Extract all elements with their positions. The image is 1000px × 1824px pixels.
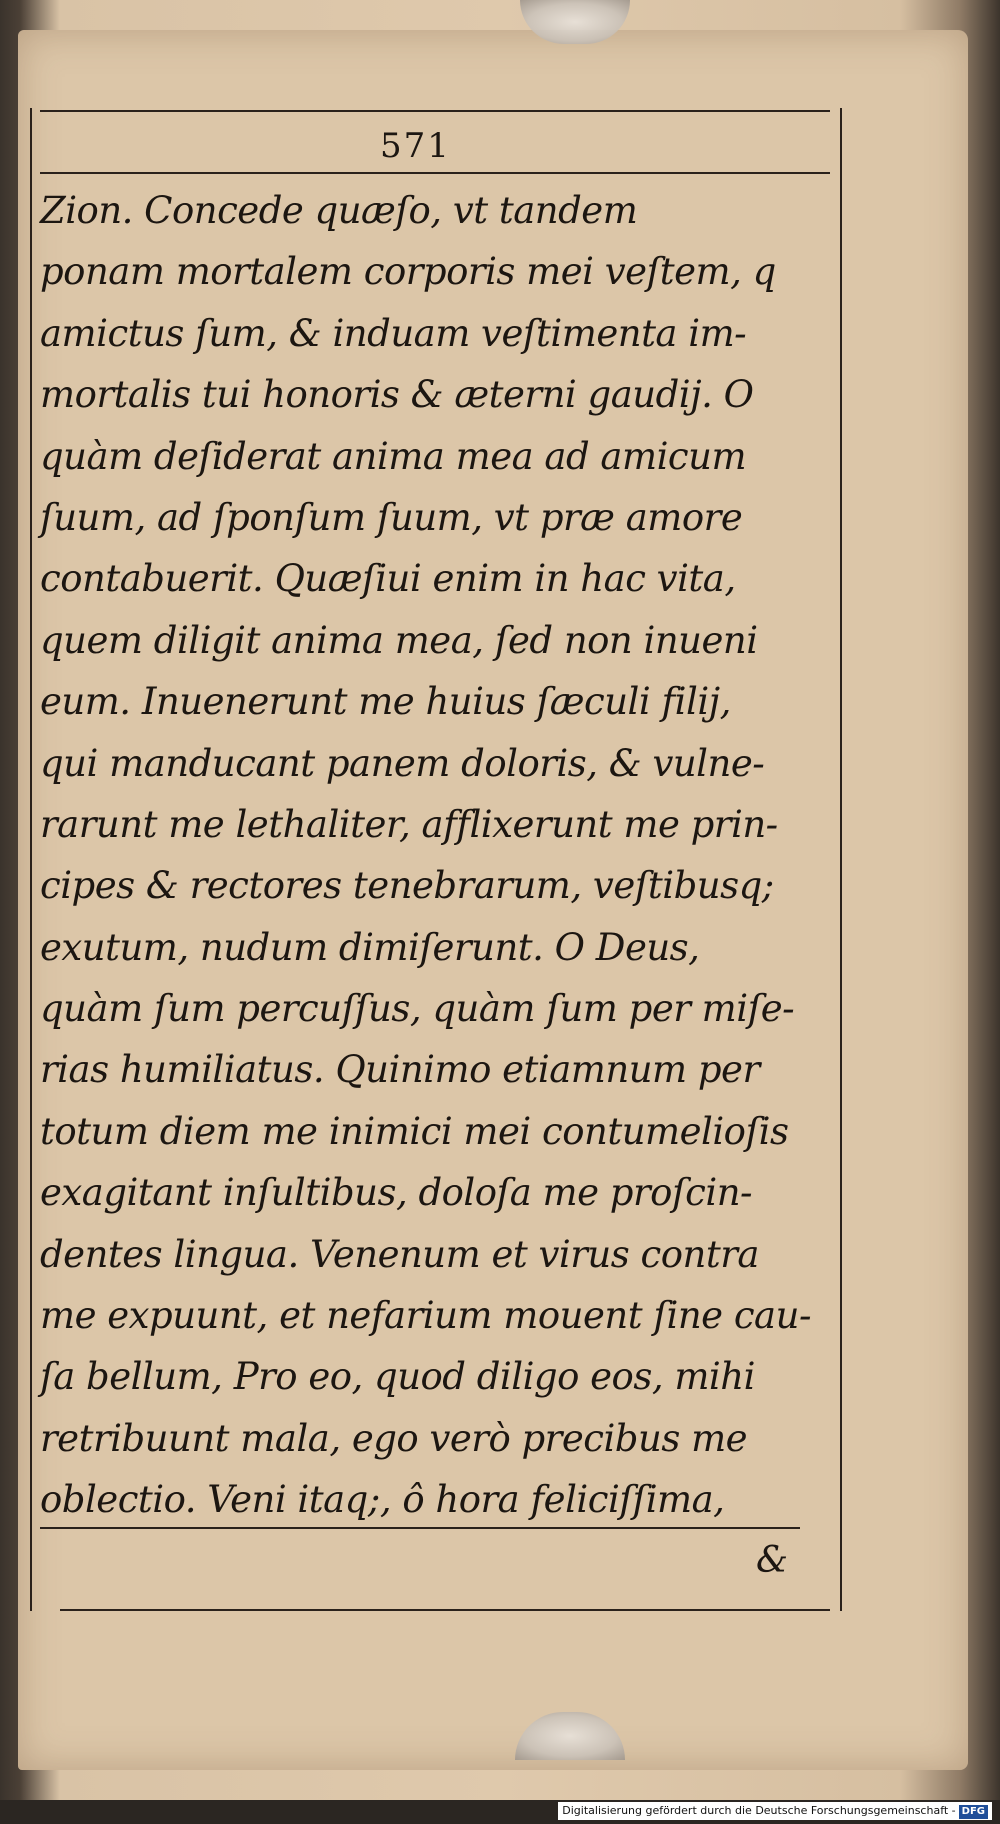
text-line: retribuunt mala, ego verò precibus me — [40, 1416, 748, 1460]
text-line: quàm ſum percuſſus, quàm ſum per miſe- — [40, 987, 795, 1031]
text-line: me expuunt, et nefarium mouent ſine cau- — [40, 1294, 811, 1338]
text-line: cipes & rectores tenebrarum, veſtibusq; — [40, 864, 774, 908]
text-line: mortalis tui honoris & æterni gaudij. O — [40, 373, 754, 417]
text-line: oblectio. Veni itaq;, ô hora feliciſſima, — [40, 1478, 725, 1522]
text-line: amictus ſum, & induam veſtimenta im- — [40, 311, 747, 355]
text-line: totum diem me inimici mei contumelioſis — [40, 1109, 789, 1153]
text-line: quem diligit anima mea, ſed non inueni — [40, 618, 758, 662]
text-line: rias humiliatus. Quinimo etiamnum per — [40, 1048, 760, 1092]
header-rule — [40, 172, 830, 174]
top-rule — [40, 110, 830, 112]
body-text — [40, 180, 830, 1531]
text-line: ſuum, ad ſponſum ſuum, vt præ amore — [40, 495, 743, 539]
page-number: 571 — [380, 126, 451, 166]
text-line: contabuerit. Quæſiui enim in hac vita, — [40, 557, 736, 601]
text-line: eum. Inuenerunt me huius ſæculi filij, — [40, 680, 731, 724]
text-line: dentes lingua. Venenum et virus contra — [40, 1232, 759, 1276]
text-line: quàm deſiderat anima mea ad amicum — [40, 434, 747, 478]
dfg-logo[interactable]: DFG — [959, 1805, 988, 1819]
digitization-footer — [558, 1802, 992, 1820]
footer-text: Digitalisierung gefördert durch die Deutsche Forschungsgemeinschaft - — [562, 1804, 956, 1817]
text-line: qui manducant panem doloris, & vulne- — [40, 741, 765, 785]
text-line: Zion. Concede quæſo, vt tandem — [40, 189, 638, 232]
text-line: exutum, nudum dimiſerunt. O Deus, — [40, 925, 700, 969]
text-line: exagitant inſultibus, doloſa me proſcin- — [40, 1171, 753, 1215]
bottom-rule — [60, 1609, 830, 1611]
text-line: ſa bellum, Pro eo, quod diligo eos, mihi — [40, 1355, 755, 1399]
text-line: rarunt me lethaliter, afflixerunt me prin- — [40, 802, 778, 846]
catchword: & — [756, 1540, 789, 1581]
text-line: ponam mortalem corporis mei veſtem, q — [40, 250, 776, 294]
